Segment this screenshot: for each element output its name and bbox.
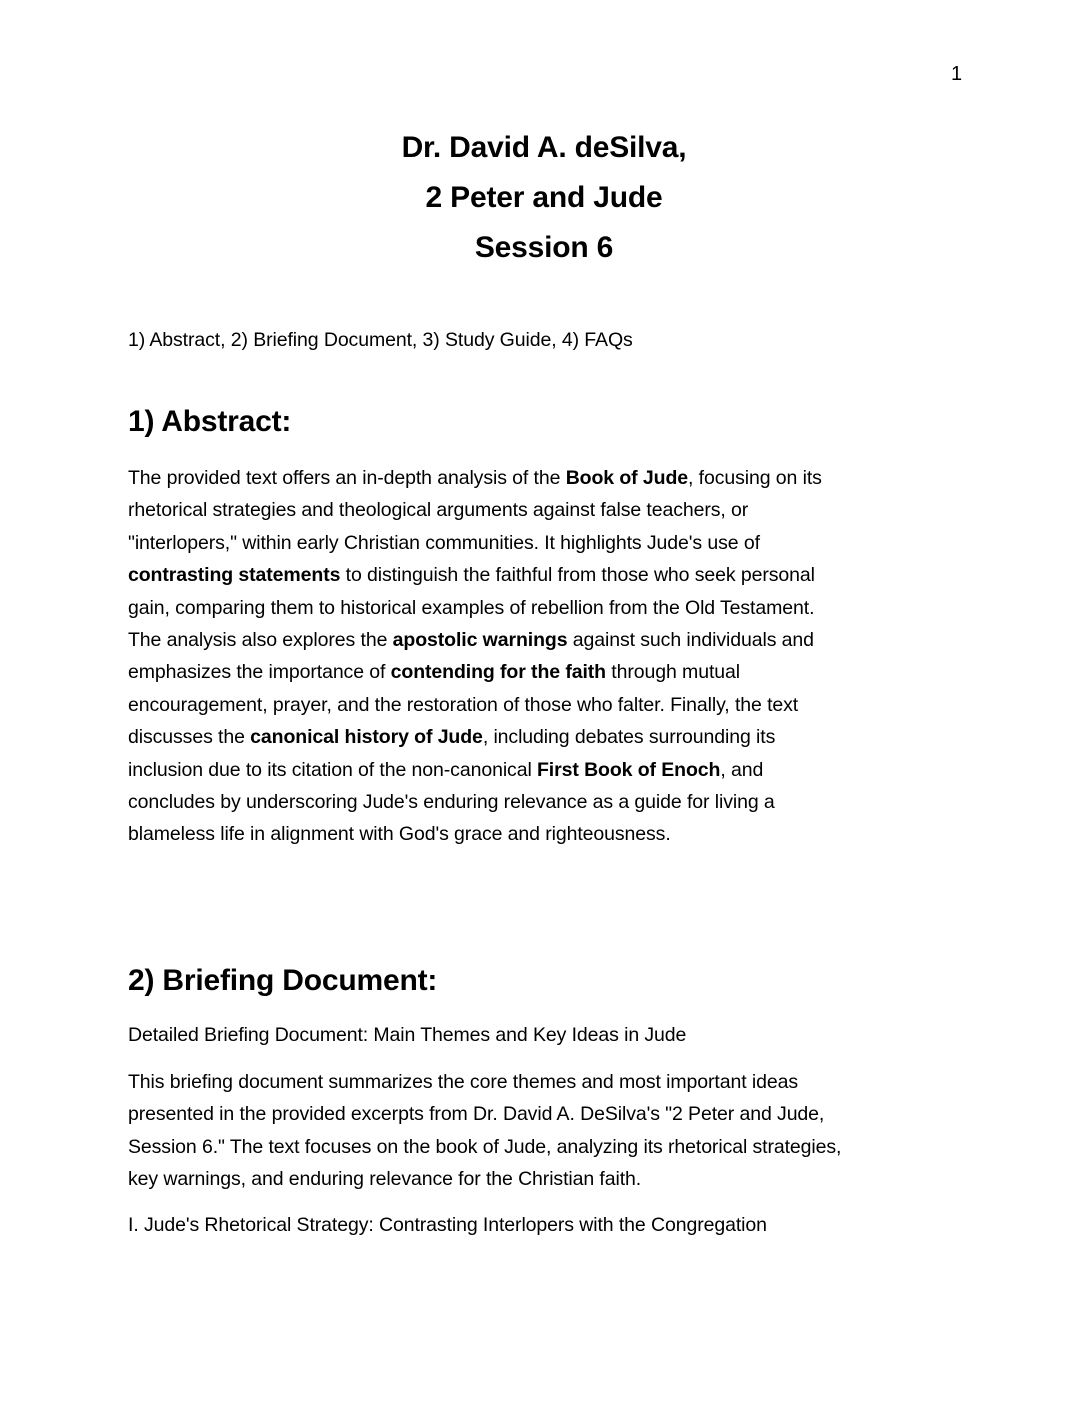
briefing-section-heading: 2) Briefing Document: [128,964,438,997]
briefing-paragraph [128,1066,973,1196]
document-title [0,123,1088,273]
text-line: key warnings, and enduring relevance for the Christian faith. [128,1168,642,1191]
title-line-1: Dr. David A. deSilva, [401,131,687,164]
text-line: presented in the provided excerpts from Dr. David A. DeSilva's "2 Peter and Jude, [128,1103,825,1126]
text-line: "interlopers," within early Christian communities. It highlights Jude's use of [128,531,760,554]
text-line: discusses the canonical history of Jude, including debates surrounding its [128,726,776,749]
title-line-2: 2 Peter and Jude [425,181,663,214]
title-line-3: Session 6 [474,231,614,264]
text-line: This briefing document summarizes the core themes and most important ideas [128,1071,798,1093]
page-number: 1 [950,63,962,85]
text-line: encouragement, prayer, and the restoration of those who falter. Finally, the text [128,693,799,716]
abstract-section-heading: 1) Abstract: [128,405,292,438]
text-line: blameless life in alignment with God's grace and righteousness. [128,823,671,846]
text-line: contrasting statements to distinguish the faithful from those who seek personal [128,564,815,587]
text-line: inclusion due to its citation of the non-canonical First Book of Enoch, and [128,758,764,781]
text-line: emphasizes the importance of contending for the faith through mutual [128,661,740,684]
abstract-paragraph [128,462,973,851]
text-line: The provided text offers an in-depth analysis of the Book of Jude, focusing on its [128,467,822,489]
briefing-subtitle: Detailed Briefing Document: Main Themes and Key Ideas in Jude [128,1024,687,1046]
text-line: Session 6." The text focuses on the book of Jude, analyzing its rhetorical strategies, [128,1135,842,1158]
contents-overview-line: 1) Abstract, 2) Briefing Document, 3) Study Guide, 4) FAQs [128,329,633,351]
text-line: The analysis also explores the apostolic warnings against such individuals and [128,629,814,652]
text-line: rhetorical strategies and theological arguments against false teachers, or [128,499,749,522]
text-line: gain, comparing them to historical examples of rebellion from the Old Testament. [128,596,815,619]
briefing-outline-item: I. Jude's Rhetorical Strategy: Contrasting Interlopers with the Congregation [128,1214,767,1236]
text-line: concludes by underscoring Jude's enduring relevance as a guide for living a [128,791,775,814]
